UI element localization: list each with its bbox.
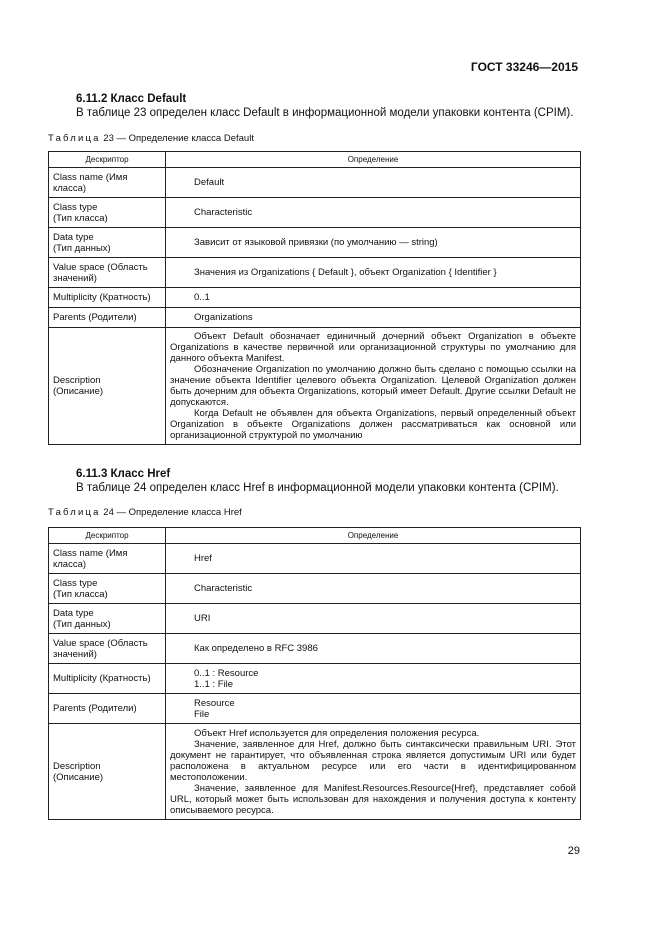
table-caption-prefix: Таблица (48, 133, 101, 144)
header-descriptor: Дескриптор (49, 152, 166, 168)
descriptor-cell (49, 308, 166, 328)
definition-text: Characteristic (194, 207, 253, 218)
descriptor-cell (49, 634, 166, 664)
descriptor-text: Parents (Родители) (53, 312, 137, 323)
descriptor-cell (49, 258, 166, 288)
descriptor-text: (Тип класса) (53, 212, 108, 224)
descriptor-text: Description (53, 375, 101, 386)
descriptor-cell (49, 544, 166, 574)
descriptor-cell (49, 228, 166, 258)
table-row (49, 544, 581, 574)
descriptor-text: Data type (53, 231, 94, 243)
definition-text: 1..1 : File (194, 678, 234, 690)
table-caption-text: 23 — Определение класса Default (100, 133, 254, 144)
descriptor-text: (Описание) (53, 771, 104, 783)
definition-text: Default (194, 177, 225, 188)
table-row (49, 258, 581, 288)
descriptor-text: значений) (53, 272, 97, 284)
definition-cell (166, 544, 581, 574)
header-definition: Определение (166, 152, 581, 168)
table-row (49, 604, 581, 634)
description-cell (166, 328, 581, 445)
table-row (49, 288, 581, 308)
section-intro-href: В таблице 24 определен класс Href в информационной модели упаковки контента (CPIM). (76, 482, 559, 494)
definition-cell (166, 694, 581, 724)
descriptor-text: Class name (Имя (53, 171, 128, 183)
table-caption-23 (48, 133, 254, 144)
definition-text: URI (194, 613, 211, 624)
definition-table-default (48, 151, 581, 445)
table-header-row (49, 528, 581, 544)
definition-cell (166, 168, 581, 198)
definition-text: Resource (194, 697, 235, 709)
definition-text: Href (194, 553, 212, 564)
definition-text: Characteristic (194, 583, 253, 594)
definition-cell (166, 574, 581, 604)
descriptor-text: Class type (53, 577, 98, 589)
table-row (49, 168, 581, 198)
descriptor-text: Class type (53, 201, 98, 213)
description-paragraph: Обозначение Organization по умолчанию должно быть сделано с помощью ссылки на значение объекта Identifier целевого объекта Organization. Целевой Organization должен быть дочерним для объекта Organizations, который имеет Default. Другие ссылки Default не допускаются. (170, 364, 576, 408)
descriptor-text: Value space (Область (53, 261, 148, 273)
table-caption-text: 24 — Определение класса Href (100, 507, 242, 518)
descriptor-text: Multiplicity (Кратность) (53, 292, 151, 303)
definition-text: Как определено в RFC 3986 (194, 643, 318, 654)
table-row (49, 664, 581, 694)
definition-cell (166, 198, 581, 228)
definition-cell (166, 288, 581, 308)
definition-text: Organizations (194, 312, 253, 323)
definition-cell (166, 228, 581, 258)
definition-cell (166, 308, 581, 328)
descriptor-text: (Тип данных) (53, 242, 111, 254)
descriptor-text: (Описание) (53, 386, 104, 397)
definition-cell (166, 604, 581, 634)
definition-text: 0..1 : Resource (194, 667, 259, 679)
descriptor-cell (49, 198, 166, 228)
header-descriptor: Дескриптор (49, 528, 166, 544)
table-row (49, 228, 581, 258)
definition-text: Зависит от языковой привязки (по умолчанию — string) (194, 237, 438, 248)
description-paragraph: Значение, заявленное для Manifest.Resources.Resource{Href}, представляет собой URL, который может быть использован для нахождения и получения доступа к контенту описываемого ресурса. (170, 782, 576, 816)
descriptor-cell (49, 604, 166, 634)
descriptor-cell (49, 574, 166, 604)
descriptor-text: Value space (Область (53, 637, 148, 649)
descriptor-text: (Тип данных) (53, 618, 111, 630)
descriptor-text: класса) (53, 182, 87, 194)
descriptor-cell (49, 724, 166, 820)
table-row (49, 574, 581, 604)
definition-cell (166, 258, 581, 288)
descriptor-text: Multiplicity (Кратность) (53, 673, 151, 684)
definition-table-href (48, 527, 581, 820)
description-paragraph: Объект Href используется для определения положения ресурса. (194, 727, 480, 739)
description-paragraph: Значение, заявленное для Href, должно быть синтаксически правильным URI. Этот документ не гарантирует, что объявленная строка является допустимым URI или будет расположена в актуальном ресурсе или его части в идентифицированном местоположении. (170, 738, 576, 783)
descriptor-cell (49, 168, 166, 198)
descriptor-text: Description (53, 760, 101, 772)
table-row-description (49, 724, 581, 820)
definition-text: 0..1 (194, 292, 210, 303)
description-paragraph: Объект Default обозначает единичный дочерний объект Organization в объекте Organizations в качестве первичной или организационной структуры по умолчанию для данного объекта Manifest. (170, 331, 576, 364)
page-number: 29 (567, 845, 580, 857)
descriptor-cell (49, 288, 166, 308)
section-title-href: 6.11.3 Класс Href (76, 468, 171, 480)
table-caption-24 (48, 507, 242, 518)
section-intro-default: В таблице 23 определен класс Default в информационной модели упаковки контента (CPIM). (76, 107, 574, 119)
descriptor-text: Parents (Родители) (53, 703, 137, 714)
table-row (49, 694, 581, 724)
table-header-row (49, 152, 581, 168)
definition-text: File (194, 708, 210, 720)
document-header: ГОСТ 33246—2015 (470, 60, 578, 74)
table-row (49, 308, 581, 328)
table-caption-prefix: Таблица (48, 507, 101, 518)
descriptor-text: Class name (Имя (53, 547, 128, 559)
header-definition: Определение (166, 528, 581, 544)
descriptor-text: значений) (53, 648, 97, 660)
descriptor-cell (49, 328, 166, 445)
descriptor-cell (49, 664, 166, 694)
table-row (49, 198, 581, 228)
definition-cell (166, 634, 581, 664)
descriptor-text: Data type (53, 607, 94, 619)
descriptor-text: класса) (53, 558, 87, 570)
table-row-description (49, 328, 581, 445)
definition-cell (166, 664, 581, 694)
description-paragraph: Когда Default не объявлен для объекта Organizations, первый определенный объект Organization в объекте Organizations должен рассматриваться как основной или организационной структурой по умолчанию (170, 408, 576, 441)
table-row (49, 634, 581, 664)
descriptor-cell (49, 694, 166, 724)
definition-text: Значения из Organizations { Default }, объект Organization { Identifier } (194, 267, 497, 278)
description-cell (166, 724, 581, 820)
section-title-default: 6.11.2 Класс Default (76, 93, 187, 105)
descriptor-text: (Тип класса) (53, 588, 108, 600)
